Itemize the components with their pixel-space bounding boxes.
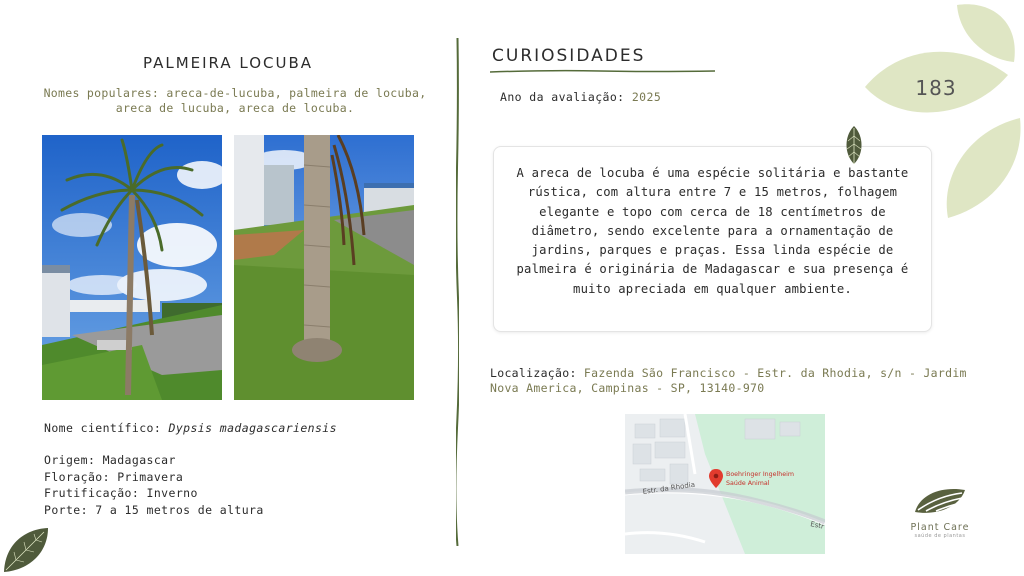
evaluation-year [500, 90, 661, 104]
size: Porte: 7 a 15 metros de altura [44, 502, 264, 517]
year-label: Ano da avaliação: [500, 90, 625, 104]
location-map[interactable] [625, 414, 825, 554]
origin: Origem: Madagascar [44, 453, 176, 467]
location-value: Fazenda São Francisco - Estr. da Rhodia, s/n - Jardim Nova America, Campinas - SP, 13140-970 [490, 366, 967, 395]
description-text: A areca de locuba é uma espécie solitária e bastante rústica, com altura entre 7 e 15 metros, folhagem elegante e topo com cerca de 18 centímetros de diâmetro, sendo excelente para a ornamentação de jardins, parques e praças. Essa linda espécie de palmeira é originária de Madagascar e sua presença é muito apreciada em qualquer ambiente. [516, 166, 909, 296]
map-road-label-2: Estr [809, 520, 825, 531]
scientific-name [44, 421, 337, 435]
year-value: 2025 [631, 90, 662, 104]
map-place-name-1: Boehringer Ingelheim [726, 471, 795, 478]
page-number: 183 [915, 76, 957, 100]
decorative-leaves [860, 0, 1024, 225]
location [490, 366, 990, 396]
popular-names: Nomes populares: areca-de-lucuba, palmeira de locuba, areca de lucuba, areca de locuba. [43, 86, 427, 115]
plant-care-logo-icon [912, 486, 968, 516]
plant-title: PALMEIRA LOCUBA [142, 54, 314, 72]
brand-tagline: saúde de plantas [914, 533, 966, 539]
scientific-value: Dypsis madagascariensis [168, 421, 337, 435]
scientific-label: Nome científico: [44, 421, 162, 435]
palm-photo-trunk [234, 135, 414, 400]
map-road-label: Estr. da Rhodia [642, 480, 696, 496]
flowering: Floração: Primavera [44, 469, 184, 484]
palm-photo-wide [42, 135, 222, 400]
location-label: Localização: [490, 366, 577, 380]
map-place-name-2: Saúde Animal [726, 480, 770, 487]
brand-logo [900, 486, 980, 539]
plant-facts [44, 452, 264, 518]
fruiting: Frutificação: Inverno [44, 486, 198, 500]
leaf-corner-icon [0, 524, 52, 576]
curiosities-title: CURIOSIDADES [492, 46, 646, 66]
leaf-icon [842, 124, 866, 166]
vertical-divider [456, 38, 459, 546]
title-underline [490, 68, 715, 74]
brand-name: Plant Care [910, 522, 970, 533]
